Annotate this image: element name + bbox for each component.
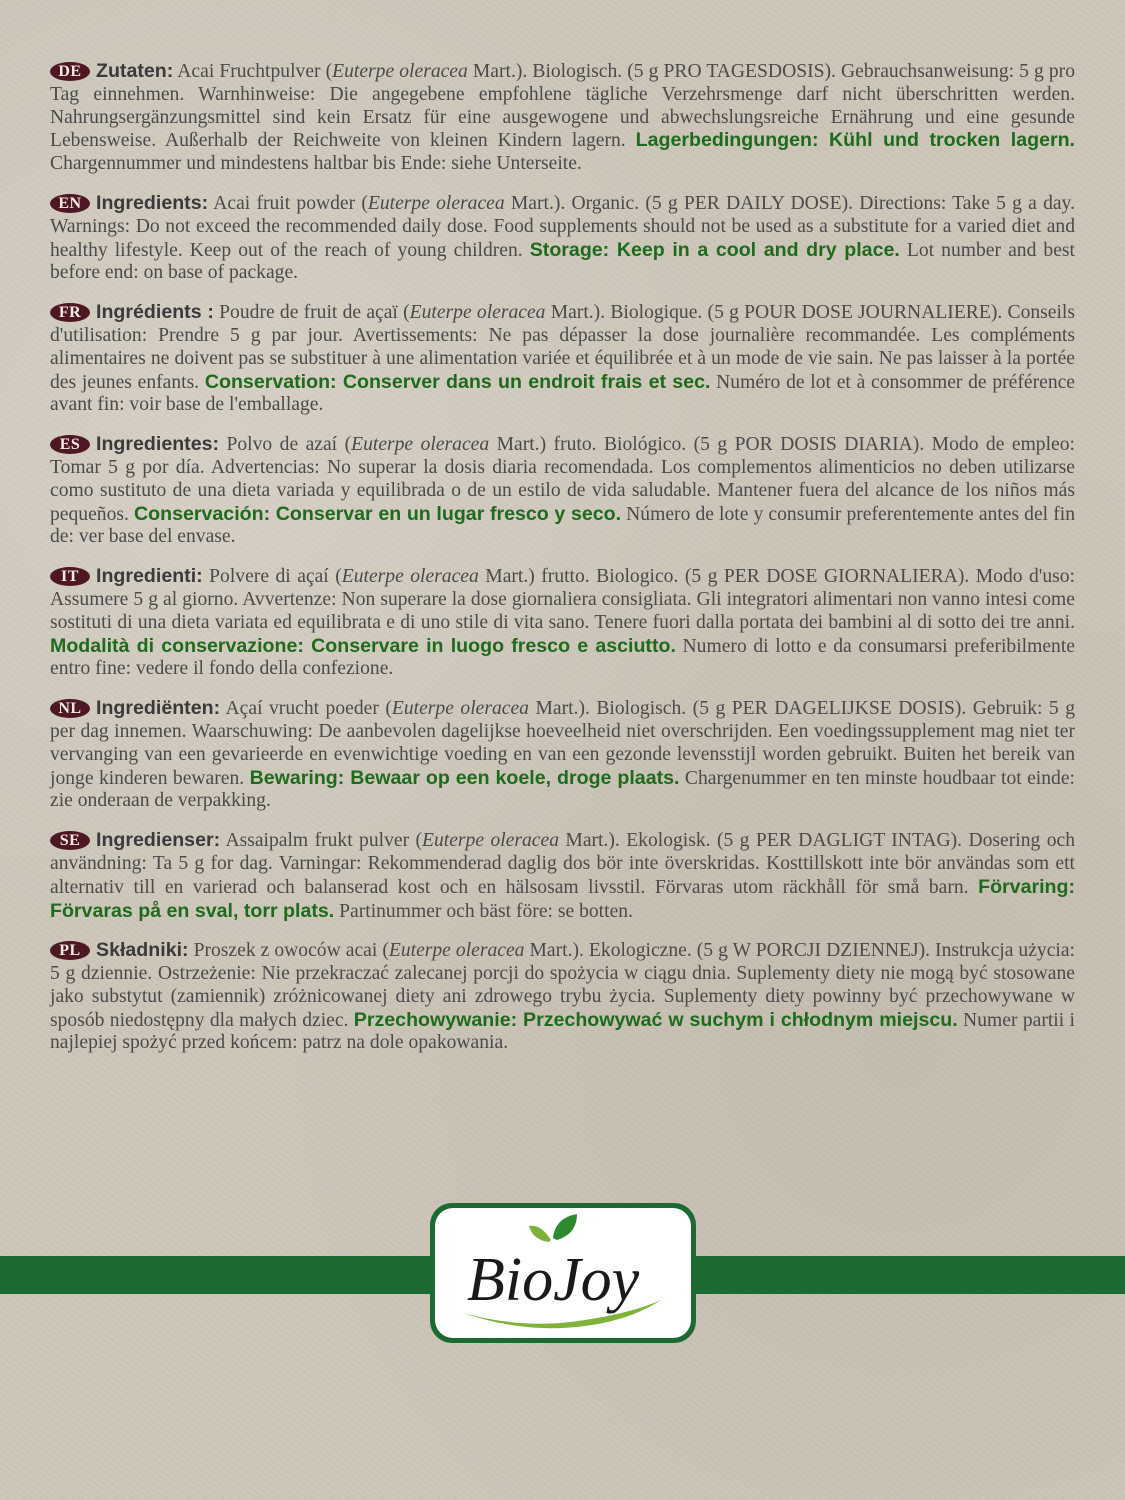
section-text: Numéro de lot et à consommer de préférence avant fin: voir base de l'emballage.	[50, 371, 1076, 416]
latin-name: Euterpe oleracea	[351, 434, 490, 456]
language-badge-es: ES	[50, 435, 90, 454]
storage-instructions: Conservación: Conservar en un lugar fresco y seco.	[134, 502, 622, 525]
language-badge-en: EN	[50, 194, 90, 213]
section-text: Mart.) fruto. Biológico. (5 g POR DOSIS DIARIA). Modo de empleo: Tomar 5 g por día. Advertencias: No superar la dosis diaria recomendada. Los complementos alimenticios no deben utilizarse como sustituto de una dieta variada y equilibrada o de un estilo de vida saludable. Mantener fuera del alcance de los niños más pequeños.	[50, 434, 1075, 525]
section-text: Acai fruit powder (	[208, 192, 368, 214]
section-de	[50, 60, 1075, 176]
language-badge-fr: FR	[50, 303, 90, 322]
section-text: Número de lote y consumir preferentemente antes del fin de: ver base del envase.	[50, 503, 1075, 548]
section-fr	[50, 301, 1075, 417]
section-text: Mart.). Biologisch. (5 g PER DAGELIJKSE DOSIS). Gebruik: 5 g per dag innemen. Waarschuwing: De aanbevolen dagelijkse hoeveelheid niet overschrijden. Een voedingssupplement mag niet ter vervanging van een gevarieerde en evenwichtige voeding en van een gezonde levensstijl worden gebruikt. Buiten het bereik van jonge kinderen bewaren.	[50, 698, 1076, 789]
section-text: Açaí vrucht poeder (	[220, 698, 392, 720]
section-heading: Ingredienti:	[96, 565, 203, 588]
section-text: Mart.). Biologique. (5 g POUR DOSE JOURNALIERE). Conseils d'utilisation: Prendre 5 g par jour. Avertissements: Ne pas dépasser la dose journalière recommandée. Les compléments alimentaires ne doivent pas se substituer à une alimentation variée et équilibrée et à un mode de vie sain. Ne pas laisser à la portée des jeunes enfants.	[50, 302, 1075, 393]
section-text: Mart.). Biologisch. (5 g PRO TAGESDOSIS). Gebrauchsanweisung: 5 g pro Tag einnehmen. Warnhinweise: Die angegebene empfohlene tägliche Verzehrsmenge darf nicht überschritten werden. Nahrungsergänzungsmittel sind kein Ersatz für eine ausgewogene und abwechslungsreiche Ernährung und eine gesunde Lebensweise. Außerhalb der Reichweite von kleinen Kindern lagern.	[50, 61, 1075, 152]
label-text-block	[50, 60, 1075, 1071]
latin-name: Euterpe oleracea	[332, 61, 468, 82]
latin-name: Euterpe oleracea	[391, 698, 529, 720]
section-en	[50, 192, 1075, 285]
storage-instructions: Förvaring: Förvaras på en sval, torr plats.	[50, 875, 1075, 922]
section-text: Numero di lotto e da consumarsi preferibilmente entro fine: vedere il fondo della confezione.	[50, 635, 1075, 680]
latin-name: Euterpe oleracea	[341, 566, 479, 588]
section-es	[50, 433, 1075, 549]
section-heading: Ingrédients :	[96, 301, 214, 324]
logo-wordmark: BioJoy	[467, 1246, 640, 1314]
language-badge-pl: PL	[50, 941, 90, 960]
section-heading: Zutaten:	[96, 60, 174, 82]
storage-instructions: Conservation: Conserver dans un endroit frais et sec.	[204, 370, 711, 393]
section-se	[50, 829, 1075, 923]
storage-instructions: Storage: Keep in a cool and dry place.	[529, 238, 900, 261]
section-heading: Ingredients:	[96, 191, 209, 214]
language-badge-nl: NL	[50, 699, 90, 718]
storage-instructions: Modalità di conservazione: Conservare in luogo fresco e asciutto.	[50, 634, 676, 657]
leaf-icon	[529, 1214, 577, 1242]
section-text: Proszek z owoców acai (	[188, 940, 389, 962]
language-badge-it: IT	[50, 567, 90, 586]
section-text: Mart.). Ekologisk. (5 g PER DAGLIGT INTAG). Dosering och användning: Ta 5 g for dag. Varningar: Rekommenderad daglig dos bör inte överskridas. Kosttillskott inte bör användas som ett alternativ till en varierad och balanserad kost och en hälsosam livsstil. Förvaras utom räckhåll för små barn.	[50, 830, 1075, 898]
section-heading: Składniki:	[96, 939, 189, 962]
section-heading: Ingredientes:	[96, 433, 220, 456]
section-nl	[50, 697, 1075, 813]
section-heading: Ingrediënten:	[96, 697, 221, 720]
storage-instructions: Bewaring: Bewaar op een koele, droge plaats.	[249, 766, 680, 789]
section-it	[50, 565, 1075, 681]
section-text: Mart.). Organic. (5 g PER DAILY DOSE). Directions: Take 5 g a day. Warnings: Do not exceed the recommended daily dose. Food supplements should not be used as a substitute for a varied diet and healthy lifestyle. Keep out of the reach of young children.	[50, 192, 1075, 261]
brand-logo	[430, 1203, 696, 1343]
storage-instructions: Przechowywanie: Przechowywać w suchym i chłodnym miejscu.	[353, 1008, 958, 1031]
section-text: Poudre de fruit de açaï (	[213, 302, 410, 324]
biojoy-logo-graphic	[435, 1208, 691, 1338]
section-text: Assaipalm frukt pulver (	[220, 830, 423, 852]
latin-name: Euterpe oleracea	[388, 940, 525, 962]
section-pl	[50, 939, 1075, 1055]
logo-panel	[435, 1208, 691, 1338]
section-text: Lot number and best before end: on base of package.	[50, 239, 1075, 284]
section-text: Chargenummer en ten minste houdbaar tot einde: zie onderaan de verpakking.	[50, 767, 1075, 812]
storage-instructions: Lagerbedingungen: Kühl und trocken lagern.	[635, 129, 1075, 152]
latin-name: Euterpe oleracea	[422, 830, 559, 852]
latin-name: Euterpe oleracea	[409, 302, 546, 324]
language-badge-se: SE	[50, 831, 90, 850]
section-text: Polvo de azaí (	[219, 434, 352, 456]
section-text: Polvere di açaí (	[202, 566, 342, 588]
section-text: Chargennummer und mindestens haltbar bis Ende: siehe Unterseite.	[50, 153, 582, 175]
section-text: Mart.) frutto. Biologico. (5 g PER DOSE GIORNALIERA). Modo d'uso: Assumere 5 g al giorno. Avvertenze: Non superare la dose giornaliera consigliata. Gli integratori alimentari non vanno intesi come sostituti di una dieta variata ed equilibrata e di uno stile di vita sano. Tenere fuori dalla portata dei bambini al di sotto dei tre anni.	[50, 566, 1075, 633]
latin-name: Euterpe oleracea	[367, 192, 505, 214]
section-text: Mart.). Ekologiczne. (5 g W PORCJI DZIENNEJ). Instrukcja użycia: 5 g dziennie. Ostrzeżenie: Nie przekraczać zalecanej porcji do spożycia w ciągu dnia. Suplementy diety nie mogą być stosowane jako substytut (zamiennik) zróżnicowanej diety ani zdrowego trybu życia. Suplementy diety powinny być przechowywane w sposób niedostępny dla małych dziec.	[50, 940, 1075, 1031]
section-text: Acai Fruchtpulver (	[173, 61, 333, 82]
section-text: Partinummer och bäst före: se botten.	[334, 900, 633, 922]
language-badge-de: DE	[50, 62, 90, 81]
section-text: Numer partii i najlepiej spożyć przed końcem: patrz na dole opakowania.	[50, 1009, 1075, 1054]
section-heading: Ingredienser:	[96, 829, 221, 852]
